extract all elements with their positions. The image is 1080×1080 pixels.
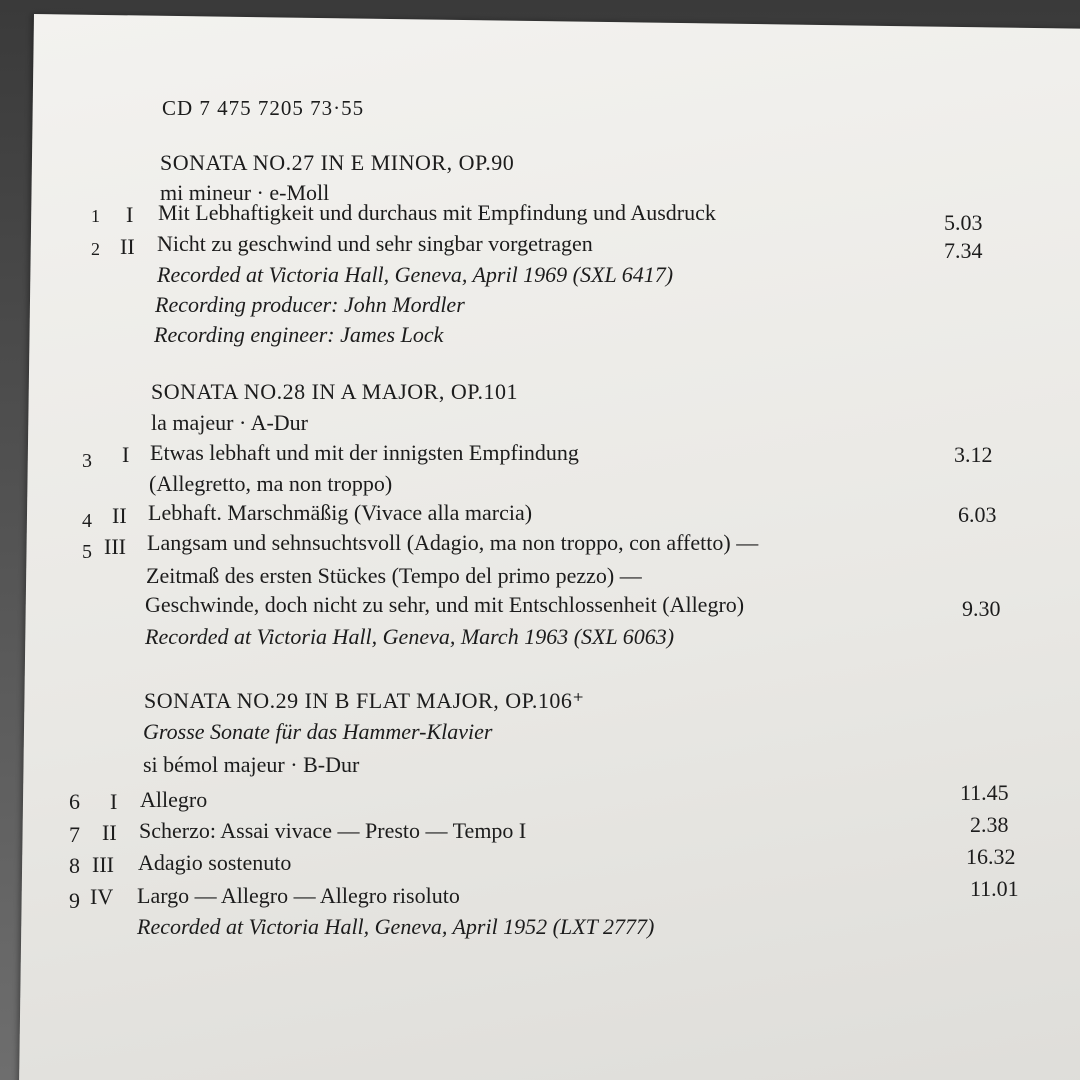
movement-number: II bbox=[112, 503, 127, 528]
track-title: Scherzo: Assai vivace — Presto — Tempo I bbox=[139, 818, 527, 843]
recording-note: Recorded at Victoria Hall, Geneva, April 1952 (LXT 2777) bbox=[137, 914, 655, 939]
track-number: 9 bbox=[69, 888, 80, 913]
track-duration: 11.01 bbox=[970, 876, 1019, 901]
track-number: 3 bbox=[82, 450, 92, 472]
sonata-29-subtitle: Grosse Sonate für das Hammer-Klavier bbox=[143, 719, 493, 744]
sonata-27-key: mi mineur · e-Moll bbox=[160, 180, 330, 205]
track-title: Allegro bbox=[140, 787, 208, 812]
track-title: Mit Lebhaftigkeit und durchaus mit Empfindung und Ausdruck bbox=[158, 200, 716, 225]
track-number: 6 bbox=[69, 789, 80, 814]
sonata-27-title: SONATA NO.27 IN E MINOR, OP.90 bbox=[160, 150, 515, 175]
track-duration: 9.30 bbox=[962, 596, 1001, 621]
recording-note: Recorded at Victoria Hall, Geneva, April 1969 (SXL 6417) bbox=[157, 262, 674, 287]
sonata-28-title: SONATA NO.28 IN A MAJOR, OP.101 bbox=[151, 379, 519, 404]
track-number: 2 bbox=[91, 239, 100, 259]
movement-number: III bbox=[104, 534, 126, 559]
recording-engineer: Recording engineer: James Lock bbox=[154, 322, 444, 347]
track-title-continued: (Allegretto, ma non troppo) bbox=[149, 471, 393, 496]
movement-number: IV bbox=[90, 884, 114, 909]
track-duration: 6.03 bbox=[958, 502, 997, 527]
track-title: Etwas lebhaft und mit der innigsten Empfindung bbox=[150, 440, 579, 465]
track-number: 7 bbox=[69, 822, 80, 847]
track-duration: 3.12 bbox=[954, 442, 993, 467]
sonata-28-key: la majeur · A-Dur bbox=[151, 410, 308, 435]
track-title: Nicht zu geschwind und sehr singbar vorgetragen bbox=[157, 231, 593, 256]
track-duration: 16.32 bbox=[966, 844, 1016, 869]
track-title: Adagio sostenuto bbox=[138, 850, 292, 875]
track-number: 1 bbox=[91, 206, 100, 226]
track-duration: 2.38 bbox=[970, 812, 1009, 837]
track-number: 4 bbox=[82, 510, 92, 532]
movement-number: I bbox=[126, 202, 134, 227]
catalog-number: CD 7 475 7205 73·55 bbox=[162, 96, 365, 120]
recording-producer: Recording producer: John Mordler bbox=[155, 292, 465, 317]
track-duration: 5.03 bbox=[944, 210, 983, 235]
movement-number: II bbox=[102, 820, 117, 845]
track-title: Largo — Allegro — Allegro risoluto bbox=[137, 883, 460, 908]
track-title-continued: Zeitmaß des ersten Stückes (Tempo del primo pezzo) — bbox=[146, 563, 642, 588]
track-duration: 7.34 bbox=[944, 238, 983, 263]
track-title: Lebhaft. Marschmäßig (Vivace alla marcia) bbox=[148, 500, 533, 525]
recording-note: Recorded at Victoria Hall, Geneva, March 1963 (SXL 6063) bbox=[145, 624, 675, 649]
track-title: Langsam und sehnsuchtsvoll (Adagio, ma non troppo, con affetto) — bbox=[147, 530, 759, 555]
movement-number: I bbox=[110, 789, 118, 814]
movement-number: II bbox=[120, 234, 135, 259]
sonata-29-key: si bémol majeur · B-Dur bbox=[143, 752, 360, 777]
movement-number: I bbox=[122, 442, 130, 467]
sonata-29-title: SONATA NO.29 IN B FLAT MAJOR, OP.106⁺ bbox=[144, 688, 585, 713]
track-duration: 11.45 bbox=[960, 780, 1009, 805]
movement-number: III bbox=[92, 852, 114, 877]
track-title-continued: Geschwinde, doch nicht zu sehr, und mit Entschlossenheit (Allegro) bbox=[145, 592, 745, 617]
track-number: 8 bbox=[69, 853, 80, 878]
track-number: 5 bbox=[82, 541, 92, 563]
